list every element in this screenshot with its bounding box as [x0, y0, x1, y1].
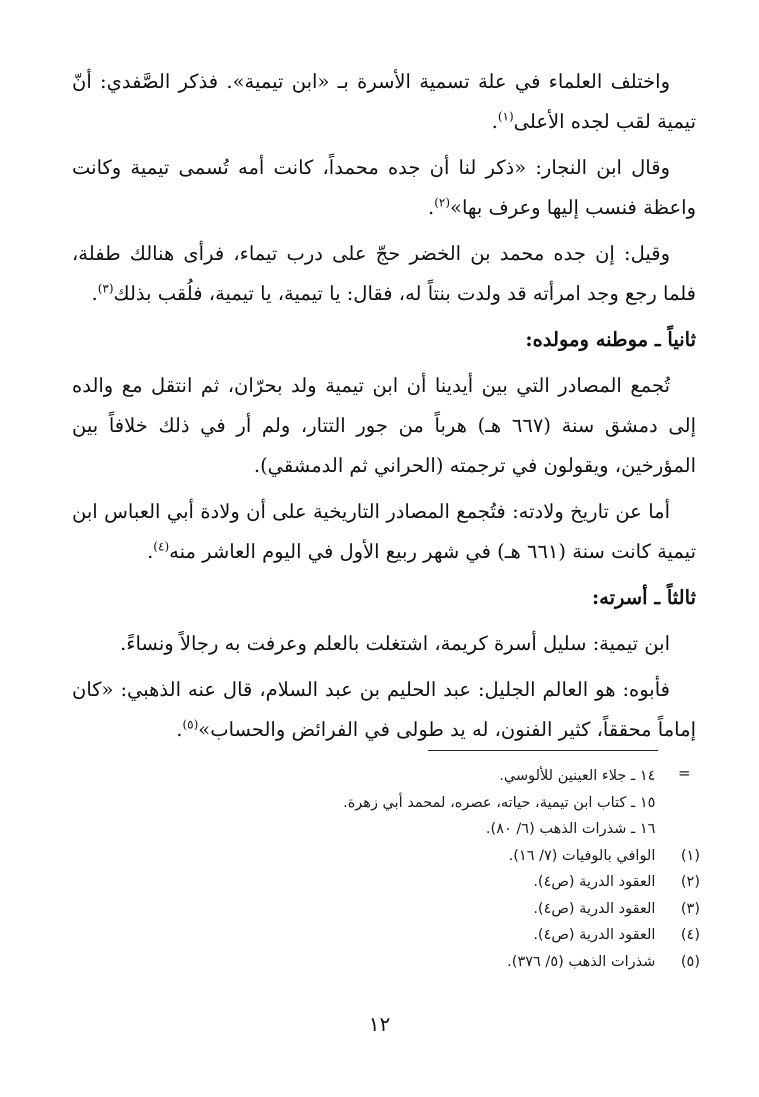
paragraph-birth-date: أما عن تاريخ ولادته: فتُجمع المصادر التاريخية على أن ولادة أبي العباس ابن تيمية كانت سنة (٦٦١ هـ) في شهر ربيع الأول في اليوم العاشر منه$^{(٤)}$. [72, 500, 696, 563]
footnote-cont-line: ١٤ ـ جلاء العينين للألوسي. [499, 768, 656, 784]
paragraph-ibn-najjar: وقال ابن النجار: «ذكر لنا أن جده محمداً، كانت أمه تُسمى تيمية وكانت واعظة فنسب إليها وعرف بها»$^{(٢)}$. [72, 156, 696, 219]
footnote-ref-3[interactable]: (٣) [97, 281, 114, 296]
page-number: ١٢ [368, 1012, 391, 1036]
footnote-cont-line: ١٥ ـ كتاب ابن تيمية، حياته، عصره، لمحمد أبي زهرة. [343, 794, 656, 811]
footnote-number: (٤) [680, 927, 700, 943]
footnote-text: العقود الدرية (ص٤). [533, 874, 656, 890]
paragraph-name-origin-safadi: واختلف العلماء في علة تسمية الأسرة بـ «ابن تيمية». فذكر الصَّفدي: أنّ تيمية لقب لجده الأعلى$^{(١)}$. [72, 70, 696, 133]
footnote-4 [200, 922, 700, 949]
footnote-text: العقود الدرية (ص٤). [533, 900, 656, 917]
footnote-ref-2[interactable]: (٢) [434, 195, 451, 210]
footnote-text: الوافي بالوفيات (٧/ ١٦). [508, 847, 656, 864]
footnote-number: (١) [680, 847, 700, 864]
footnote-cont-line: ١٦ ـ شذرات الذهب (٦/ ٨٠). [485, 821, 656, 837]
footnote-ref-5[interactable]: (٥) [182, 717, 199, 732]
footnote-text: العقود الدرية (ص٤). [533, 927, 656, 943]
footnote-number: (٣) [680, 900, 700, 917]
footnotes [200, 763, 700, 975]
footnote-ref-4[interactable]: (٤) [153, 539, 170, 554]
footnote-text: شذرات الذهب (٥/ ٣٧٦). [507, 953, 656, 970]
paragraph-tayma-story: وقيل: إن جده محمد بن الخضر حجّ على درب تيماء، فرأى هنالك طفلة، فلما رجع وجد امرأته قد ولدت بنتاً له، فقال: يا تيمية، يا تيمية، فلُقب بذلك$^{(٣)}$. [72, 242, 696, 305]
footnote-1 [200, 843, 700, 870]
paragraph-birthplace: تُجمع المصادر التي بين أيدينا أن ابن تيمية ولد بحرّان، ثم انتقل مع والده إلى دمشق سنة (٦٦٧ هـ) هرباً من جور التتار، ولم أر في ذلك خلافاً بين المؤرخين، ويقولون في ترجمته (الحراني ثم الدمشقي). [72, 374, 696, 477]
footnote-divider [428, 750, 658, 751]
footnote-3 [200, 896, 700, 923]
section-heading-homeland: ثانياً ـ موطنه ومولده: [525, 328, 696, 351]
footnote-number: (٢) [680, 874, 700, 890]
footnote-5 [200, 949, 700, 976]
footnote-ref-1[interactable]: (١) [497, 109, 514, 124]
footnote-2 [200, 869, 700, 896]
main-text [72, 62, 696, 756]
paragraph-father: فأبوه: هو العالم الجليل: عبد الحليم بن عبد السلام، قال عنه الذهبي: «كان إماماً محققاً، كثير الفنون، له يد طولى في الفرائض والحساب»$^{(٥)}$. [72, 678, 696, 741]
paragraph-family-lineage: ابن تيمية: سليل أسرة كريمة، اشتغلت بالعلم وعرفت به رجالاً ونساءً. [120, 632, 670, 655]
footnote-continuation-mark: = [678, 764, 691, 782]
section-heading-family: ثالثاً ـ أسرته: [591, 586, 696, 609]
footnote-number: (٥) [680, 953, 700, 970]
